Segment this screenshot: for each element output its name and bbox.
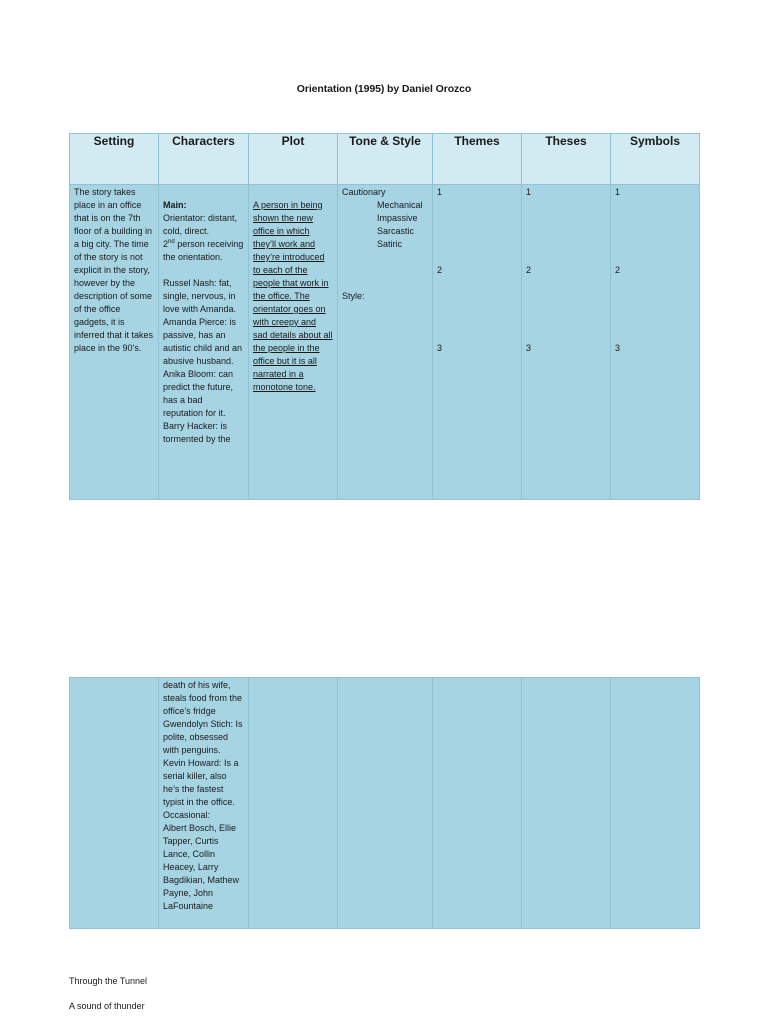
- plot-text: A person in being shown the new office in which they’ll work and they’re introduced to each of the people that work in the office. The orientator goes on with creepy and sad details about all the people in the office but it is all narrated in a monotone tone.: [253, 200, 333, 392]
- setting-cell: [70, 185, 159, 500]
- theme-number: 3: [437, 343, 443, 353]
- theses-cell: [522, 185, 611, 500]
- symbol-number: 3: [615, 343, 621, 353]
- tone-style-cell: [338, 185, 433, 500]
- header-characters: Characters: [159, 134, 249, 185]
- tone-item: Satiric: [377, 239, 403, 249]
- character-amanda: Amanda Pierce: is passive, has an autistic child and an abusive husband.: [163, 317, 243, 366]
- themes-cell: [433, 185, 522, 500]
- theme-number: 1: [437, 187, 443, 197]
- header-plot: Plot: [249, 134, 338, 185]
- document-title: Orientation (1995) by Daniel Orozco: [296, 83, 472, 95]
- analysis-table: [69, 133, 700, 500]
- occasional-characters: Albert Bosch, Ellie Tapper, Curtis Lance, Collin Heacey, Larry Bagdikian, Mathew Payne, John LaFountaine: [163, 823, 240, 911]
- character-russel: Russel Nash: fat, single, nervous, in love with Amanda.: [163, 278, 237, 314]
- setting-text: The story takes place in an office that is on the 7th floor of a building in a big city. The time of the story is not explicit in the story, however by the description of some of the office gadgets, it is inferred that it takes place in the 90’s.: [74, 187, 154, 353]
- character-gwendolyn: Gwendolyn Stich: Is polite, obsessed with penguins.: [163, 719, 243, 755]
- header-symbols: Symbols: [611, 134, 700, 185]
- character-second-person: 2nd person receiving the orientation.: [163, 239, 244, 262]
- symbol-number: 1: [615, 187, 621, 197]
- tone-style-cell: [338, 678, 433, 929]
- symbols-cell: [611, 678, 700, 929]
- footer-line: Through the Tunnel: [69, 976, 148, 986]
- thesis-number: 1: [526, 187, 532, 197]
- symbol-number: 2: [615, 265, 621, 275]
- header-setting: Setting: [70, 134, 159, 185]
- characters-cell: [159, 185, 249, 500]
- table-row: [70, 185, 700, 500]
- characters-cell: [159, 678, 249, 929]
- theme-number: 2: [437, 265, 443, 275]
- character-barry: Barry Hacker: is tormented by the: [163, 421, 231, 444]
- character-barry-continued: death of his wife, steals food from the office’s fridge: [163, 680, 243, 716]
- header-tone-style: Tone & Style: [338, 134, 433, 185]
- theses-cell: [522, 678, 611, 929]
- occasional-characters-label: Occasional:: [163, 810, 211, 820]
- thesis-number: 3: [526, 343, 532, 353]
- plot-cell: [249, 185, 338, 500]
- character-orientator: Orientator: distant, cold, direct.: [163, 213, 238, 236]
- tone-item: Impassive: [377, 213, 418, 223]
- plot-cell: [249, 678, 338, 929]
- main-characters-label: Main:: [163, 200, 187, 210]
- footer-line: A sound of thunder: [69, 1001, 145, 1011]
- tone-item: Cautionary: [342, 187, 386, 197]
- thesis-number: 2: [526, 265, 532, 275]
- style-label: Style:: [342, 291, 365, 301]
- tone-item: Mechanical: [377, 200, 423, 210]
- symbols-cell: [611, 185, 700, 500]
- character-kevin: Kevin Howard: Is a serial killer, also he’s the fastest typist in the office.: [163, 758, 239, 807]
- table-row: [70, 678, 700, 929]
- header-themes: Themes: [433, 134, 522, 185]
- table-header-row: [70, 134, 700, 185]
- analysis-table-continued: [69, 677, 700, 929]
- themes-cell: [433, 678, 522, 929]
- character-anika: Anika Bloom: can predict the future, has a bad reputation for it.: [163, 369, 234, 418]
- tone-item: Sarcastic: [377, 226, 415, 236]
- header-theses: Theses: [522, 134, 611, 185]
- setting-cell: [70, 678, 159, 929]
